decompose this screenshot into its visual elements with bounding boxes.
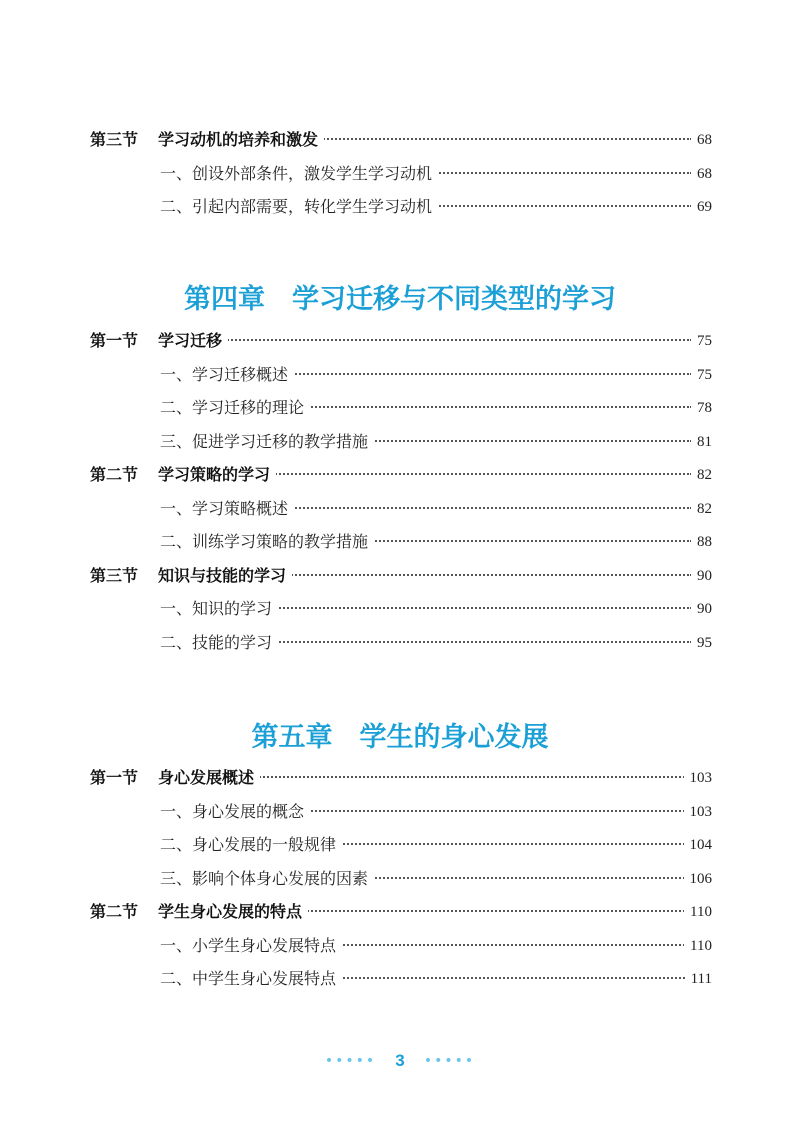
section-number: 第三节 [90, 130, 139, 149]
toc-subsection-entry[interactable] [0, 527, 800, 557]
page-ref: 82 [691, 460, 712, 490]
subsection-title: 二、技能的学习 [160, 628, 278, 658]
toc-subsection-entry[interactable] [0, 159, 800, 189]
section-label [90, 561, 292, 591]
subsection-title: 二、中学生身心发展特点 [160, 964, 342, 994]
toc-subsection-entry[interactable] [0, 192, 800, 222]
page-ref: 69 [691, 192, 712, 222]
section-number: 第二节 [90, 902, 139, 921]
page-ref: 103 [684, 797, 713, 827]
section-title: 学习策略的学习 [158, 465, 271, 484]
toc-section-entry[interactable] [0, 763, 800, 793]
page-ref: 106 [684, 864, 713, 894]
toc-subsection-entry[interactable] [0, 864, 800, 894]
subsection-title: 二、训练学习策略的教学措施 [160, 527, 374, 557]
page-footer [0, 1050, 800, 1071]
page-ref: 110 [684, 897, 712, 927]
toc-subsection-entry[interactable] [0, 830, 800, 860]
toc-subsection-entry[interactable] [0, 964, 800, 994]
toc-subsection-entry[interactable] [0, 594, 800, 624]
page-ref: 95 [691, 628, 712, 658]
page-ref: 88 [691, 527, 712, 557]
section-number: 第三节 [90, 565, 139, 585]
leader-dots [160, 339, 692, 341]
subsection-title: 一、身心发展的概念 [160, 797, 310, 827]
subsection-title: 三、促进学习迁移的教学措施 [160, 427, 374, 457]
section-label [90, 326, 228, 356]
subsection-title: 一、小学生身心发展特点 [160, 931, 342, 961]
toc-subsection-entry[interactable] [0, 360, 800, 390]
footer-dots-left: ••••• [324, 1052, 377, 1069]
page-ref: 110 [684, 931, 712, 961]
page-ref: 68 [691, 159, 712, 189]
toc-subsection-entry[interactable] [0, 931, 800, 961]
section-title: 学习动机的培养和激发 [158, 130, 319, 149]
subsection-title: 二、学习迁移的理论 [160, 393, 310, 423]
toc-section-entry[interactable] [0, 326, 800, 356]
page-number: 3 [395, 1050, 405, 1070]
toc-subsection-entry[interactable] [0, 393, 800, 423]
toc-section-entry[interactable] [0, 561, 800, 591]
toc-section-entry[interactable] [0, 125, 800, 155]
subsection-title: 一、学习迁移概述 [160, 360, 294, 390]
section-title: 学生身心发展的特点 [158, 902, 303, 921]
section-label [90, 460, 276, 490]
page-ref: 75 [691, 326, 712, 356]
section-number: 第二节 [90, 465, 139, 484]
footer-dots-right: ••••• [423, 1052, 476, 1069]
chapter-4-heading: 第四章 学习迁移与不同类型的学习 [184, 284, 616, 316]
toc-subsection-entry[interactable] [0, 797, 800, 827]
page-ref: 82 [691, 494, 712, 524]
toc-section-entry[interactable] [0, 897, 800, 927]
section-label [90, 763, 260, 793]
section-number: 第一节 [90, 331, 139, 350]
page-ref: 103 [684, 763, 713, 793]
subsection-title: 一、学习策略概述 [160, 494, 294, 524]
toc-subsection-entry[interactable] [0, 427, 800, 457]
page-ref: 75 [691, 360, 712, 390]
page-ref: 104 [684, 830, 713, 860]
section-title: 身心发展概述 [158, 768, 255, 787]
toc-subsection-entry[interactable] [0, 494, 800, 524]
subsection-title: 一、创设外部条件，激发学生学习动机 [160, 159, 438, 189]
page-ref: 90 [691, 594, 712, 624]
subsection-title: 一、知识的学习 [160, 594, 278, 624]
subsection-title: 二、引起内部需要，转化学生学习动机 [160, 192, 438, 222]
page-ref: 90 [691, 561, 712, 591]
subsection-title: 二、身心发展的一般规律 [160, 830, 342, 860]
toc-subsection-entry[interactable] [0, 628, 800, 658]
section-title: 知识与技能的学习 [158, 565, 287, 585]
section-number: 第一节 [90, 768, 139, 787]
page-ref: 78 [691, 393, 712, 423]
page-ref: 68 [691, 125, 712, 155]
page-ref: 111 [685, 964, 712, 994]
page-ref: 81 [691, 427, 712, 457]
subsection-title: 三、影响个体身心发展的因素 [160, 864, 374, 894]
chapter-5-heading: 第五章 学生的身心发展 [251, 722, 549, 754]
section-label [90, 125, 324, 155]
section-title: 学习迁移 [158, 331, 223, 350]
section-label [90, 897, 308, 927]
toc-section-entry[interactable] [0, 460, 800, 490]
